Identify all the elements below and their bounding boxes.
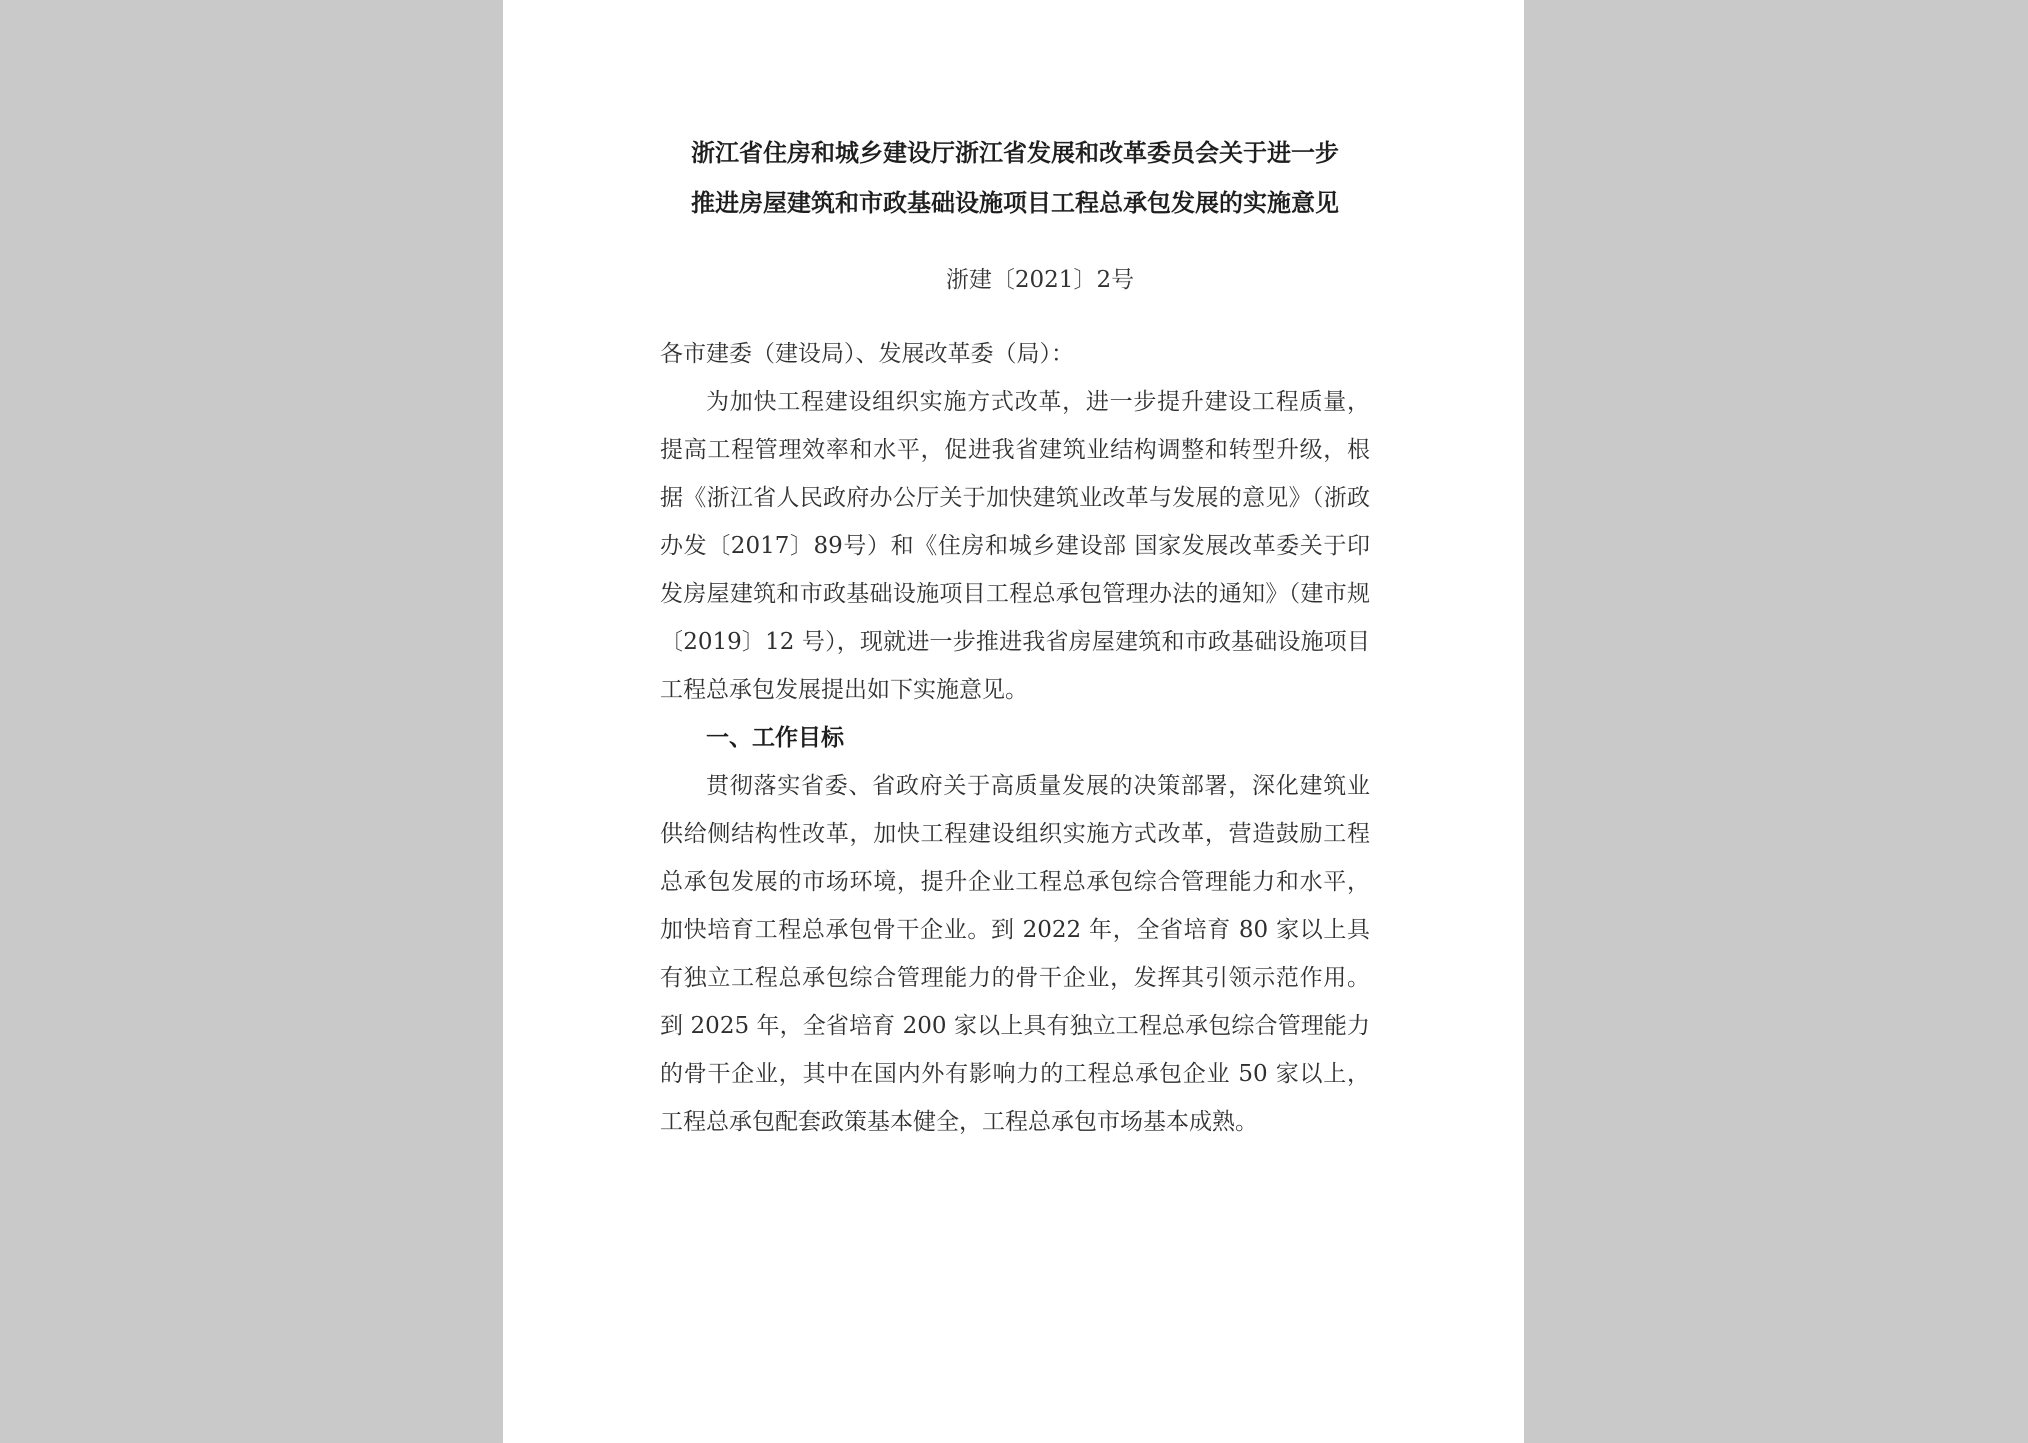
intro-paragraph: 为加快工程建设组织实施方式改革，进一步提升建设工程质量，提高工程管理效率和水平，促进我省建筑业结构调整和转型升级，根据《浙江省人民政府办公厅关于加快建筑业改革与发展的意见》（浙政办发〔2017〕89号）和《住房和城乡建设部 国家发展改革委关于印发房屋建筑和市政基础设施项目工程总承包管理办法的通知》（建市规〔2019〕12 号），现就进一步推进我省房屋建筑和市政基础设施项目工程总承包发展提出如下实施意见。 bbox=[660, 389, 1370, 703]
document-content bbox=[660, 128, 1370, 1146]
section-heading-work-goals: 一、工作目标 bbox=[706, 725, 844, 751]
document-title-line-2: 推进房屋建筑和市政基础设施项目工程总承包发展的实施意见 bbox=[691, 189, 1339, 217]
document-page bbox=[503, 0, 1524, 1443]
document-number: 浙建〔2021〕2号 bbox=[945, 267, 1135, 293]
document-title-line-1: 浙江省住房和城乡建设厅浙江省发展和改革委员会关于进一步 bbox=[691, 139, 1339, 167]
salutation: 各市建委（建设局）、发展改革委（局）： bbox=[660, 341, 1074, 367]
section-paragraph-work-goals: 贯彻落实省委、省政府关于高质量发展的决策部署，深化建筑业供给侧结构性改革，加快工程建设组织实施方式改革，营造鼓励工程总承包发展的市场环境，提升企业工程总承包综合管理能力和水平，加快培育工程总承包骨干企业。到 2022 年，全省培育 80 家以上具有独立工程总承包综合管理能力的骨干企业，发挥其引领示范作用。到 2025 年，全省培育 200 家以上具有独立工程总承包综合管理能力的骨干企业，其中在国内外有影响力的工程总承包企业 50 家以上，工程总承包配套政策基本健全，工程总承包市场基本成熟。 bbox=[660, 773, 1370, 1135]
